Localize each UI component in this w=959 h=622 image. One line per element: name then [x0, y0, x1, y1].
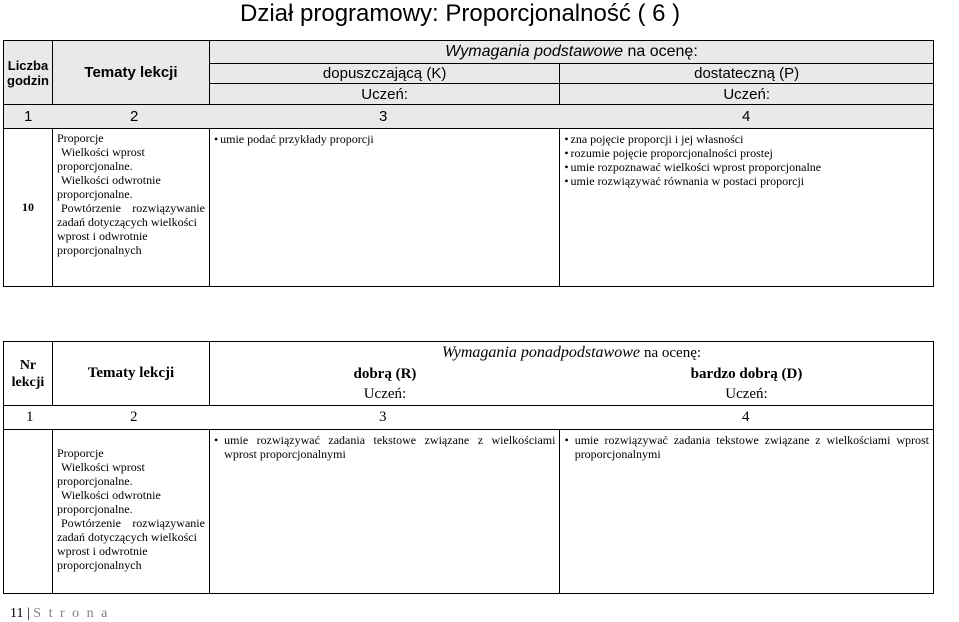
requirements-table-basic — [3, 40, 934, 287]
page-title: Dział programowy: Proporcjonalność ( 6 ) — [240, 0, 681, 27]
column-number-2: 2 — [130, 107, 139, 125]
student-label-d: Uczeń: — [560, 385, 934, 406]
column-numbers-row — [4, 406, 934, 430]
grade-d-header: bardzo dobrą (D) — [560, 365, 934, 385]
column-number-2: 2 — [130, 408, 138, 425]
requirements-table-advanced — [3, 341, 934, 594]
requirements-header: Wymagania podstawowe na ocenę: — [209, 41, 933, 64]
column-number-1: 1 — [26, 408, 34, 425]
grade-k-requirements — [209, 129, 559, 287]
column-number-4: 4 — [742, 408, 750, 425]
requirement-item: • umie rozwiązywać zadania tekstowe związane z wielkościami wprost proporcjonalnymi — [213, 433, 556, 461]
column-number-1: 1 — [24, 107, 33, 125]
lesson-topics-cell: Proporcje Wielkości wprost proporcjonalne. Wielkości odwrotnie proporcjonalne. Powtórzenie rozwiązywanie zadań dotyczących wielkości wprost i odwrotnie proporcjonalnych — [52, 430, 209, 594]
footer-separator: | — [26, 606, 30, 621]
student-label-k: Uczeń: — [209, 84, 559, 105]
requirement-item: • umie rozwiązywać równania w postaci proporcji — [564, 174, 805, 188]
column-number-3: 3 — [379, 107, 388, 125]
grade-k-header: dopuszczającą (K) — [209, 64, 559, 84]
student-label-r: Uczeń: — [209, 385, 560, 406]
lesson-topics-cell: Proporcje Wielkości wprost proporcjonalne. Wielkości odwrotnie proporcjonalne. Powtórzenie rozwiązywanie zadań dotyczących wielkości wprost i odwrotnie proporcjonalnych — [52, 129, 209, 287]
col-hours-header: Liczba godzin — [4, 41, 53, 105]
page-number: 11 — [10, 606, 24, 621]
grade-r-header: dobrą (R) — [209, 365, 560, 385]
col-nr-header: Nr lekcji — [4, 342, 53, 406]
column-number-4: 4 — [742, 107, 751, 125]
hours-cell: 10 — [4, 129, 53, 287]
requirements-header: Wymagania ponadpodstawowe na ocenę: — [209, 342, 933, 365]
requirement-item: • rozumie pojęcie proporcjonalności prostej — [564, 146, 773, 160]
nr-cell — [4, 430, 53, 594]
col-topics-header: Tematy lekcji — [52, 41, 209, 105]
requirement-item: • umie podać przykłady proporcji — [213, 132, 374, 146]
requirement-item: • umie rozpoznawać wielkości wprost proporcjonalne — [564, 160, 822, 174]
col-topics-header: Tematy lekcji — [52, 342, 209, 406]
requirement-item: • zna pojęcie proporcji i jej własności — [564, 132, 744, 146]
grade-r-requirements — [209, 430, 560, 594]
grade-p-requirements — [560, 129, 934, 287]
requirement-item: • umie rozwiązywać zadania tekstowe związane z wielkościami wprost proporcjonalnymi — [564, 433, 929, 461]
footer-label: S t r o n a — [33, 606, 110, 621]
student-label-p: Uczeń: — [560, 84, 934, 105]
column-numbers-row — [4, 105, 934, 129]
grade-p-header: dostateczną (P) — [560, 64, 934, 84]
column-number-3: 3 — [379, 408, 387, 425]
grade-d-requirements — [560, 430, 934, 594]
